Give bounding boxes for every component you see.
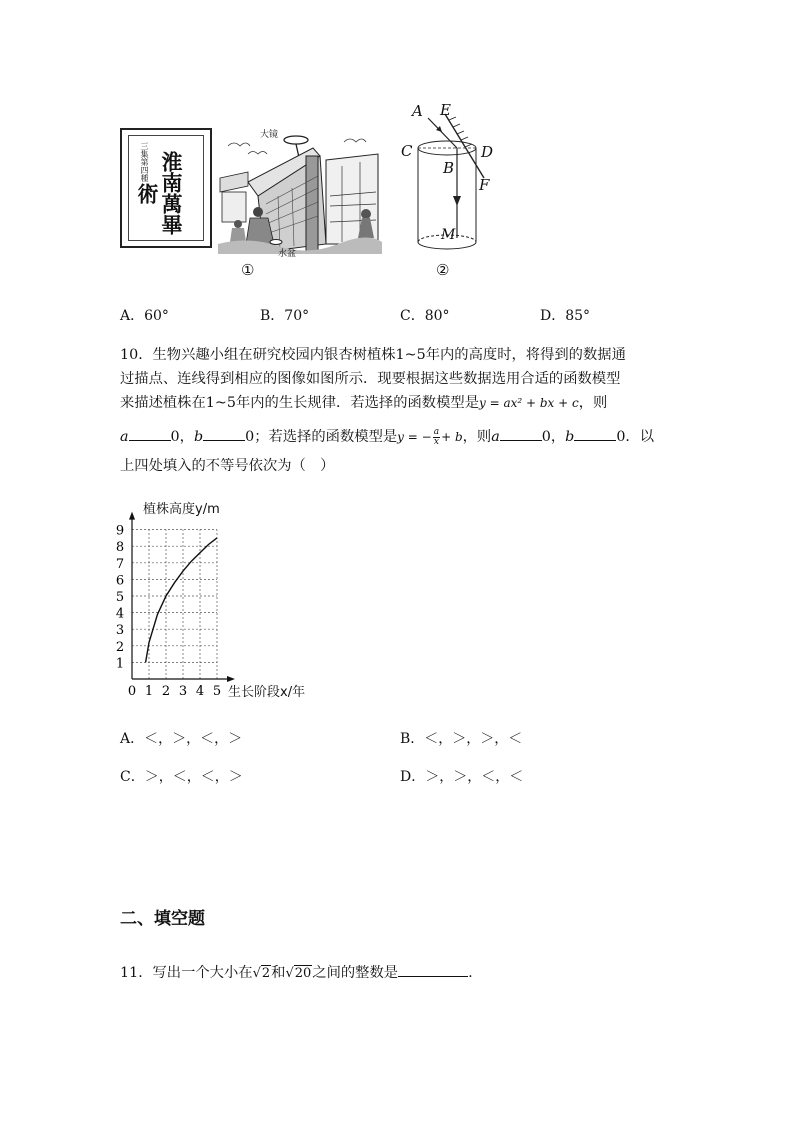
var-a-2: a xyxy=(491,429,500,445)
q10-line-3 xyxy=(120,393,607,413)
zero-2: 0；若选择的函数模型是 xyxy=(245,429,398,445)
figure1-caption: ① xyxy=(241,261,255,279)
basin-label: 水盆 xyxy=(278,249,297,259)
x-tick-label: 0 xyxy=(127,684,137,699)
q10-option-a: A．＜，＞，＜，＞ xyxy=(120,731,243,747)
x-tick-label: 5 xyxy=(212,684,222,699)
q10-line-4-end: 0．以 xyxy=(616,429,655,445)
q11-end: . xyxy=(468,965,473,981)
y-tick-label: 4 xyxy=(115,606,125,622)
chart-grid xyxy=(132,530,217,679)
radicand-1: 2 xyxy=(261,966,271,981)
x-tick-label: 4 xyxy=(195,684,205,699)
var-b-1: b xyxy=(193,429,204,445)
label-A: A xyxy=(412,102,423,120)
label-D: D xyxy=(481,143,494,161)
label-M: M xyxy=(441,227,456,243)
q10-line-5: 上四处填入的不等号依次为（ ） xyxy=(120,458,335,474)
q10-line-1: 10．生物兴趣小组在研究校园内银杏树植株1~5年内的高度时，将得到的数据通 xyxy=(120,347,626,363)
label-F: F xyxy=(479,176,490,194)
blank-3[interactable] xyxy=(500,426,542,441)
mirror-label: 大镜 xyxy=(260,130,279,140)
quadratic-formula: y = ax² + bx + c xyxy=(479,396,579,410)
y-tick-label: 7 xyxy=(115,556,125,572)
q10-line-2: 过描点、连线得到相应的图像如图所示．现要根据这些数据选用合适的函数模型 xyxy=(120,371,621,387)
q9-option-a: A．60° xyxy=(120,308,169,324)
inverse-formula-lhs: y = − xyxy=(397,430,432,444)
growth-curve xyxy=(146,538,217,663)
y-tick-label: 1 xyxy=(115,656,125,672)
q10-line-3-suffix: ，则 xyxy=(578,395,608,411)
fraction-numerator: a xyxy=(433,426,440,437)
chart-axes xyxy=(129,512,235,682)
figure2-caption: ② xyxy=(436,261,450,279)
fraction-denominator: x xyxy=(433,436,439,447)
var-a-1: a xyxy=(120,429,129,445)
y-tick-label: 6 xyxy=(115,573,125,589)
q9-option-d: D．85° xyxy=(540,308,591,324)
answer-blank[interactable] xyxy=(398,962,468,977)
q10-option-b: B．＜，＞，＞，＜ xyxy=(400,731,523,747)
growth-chart xyxy=(110,494,350,704)
q11-prefix: 11．写出一个大小在 xyxy=(120,965,253,981)
y-tick-label: 5 xyxy=(115,590,125,605)
var-b-2: b xyxy=(565,429,575,445)
y-tick-label: 2 xyxy=(115,639,125,655)
y-tick-label: 9 xyxy=(115,523,125,539)
book-cover-image xyxy=(120,128,212,248)
q10-line-3-prefix: 来描述植株在1~5年内的生长规律．若选择的函数模型是 xyxy=(120,395,479,411)
ancient-mirror-illustration xyxy=(218,126,382,254)
zero-3: 0， xyxy=(541,429,566,445)
q9-option-c: C．80° xyxy=(400,308,450,324)
zero-1: 0， xyxy=(170,429,194,445)
q9-option-b: B．70° xyxy=(260,308,310,324)
blank-4[interactable] xyxy=(574,426,616,441)
q10-option-d: D．＞，＞，＜，＜ xyxy=(400,769,524,785)
q11-suffix: 之间的整数是 xyxy=(312,965,399,981)
inverse-formula-rhs: + b xyxy=(441,430,463,444)
q10-option-c: C．＞，＜，＜，＞ xyxy=(120,769,243,785)
y-axis-arrow xyxy=(129,512,135,520)
chart-ylabel: 植株高度y/m xyxy=(143,502,220,517)
radicand-2: 20 xyxy=(294,966,312,981)
label-C: C xyxy=(401,142,413,160)
x-tick-label: 2 xyxy=(161,684,171,699)
q11-mid: 和 xyxy=(271,965,286,981)
sqrt-20: √20 xyxy=(285,966,312,981)
x-tick-label: 3 xyxy=(178,684,188,699)
chart-xlabel: 生长阶段x/年 xyxy=(228,685,306,700)
q10-then: ，则 xyxy=(462,429,492,445)
blank-2[interactable] xyxy=(203,426,245,441)
sqrt-2: √2 xyxy=(252,966,271,981)
q10-line-4 xyxy=(120,426,654,447)
section-title: 二、填空题 xyxy=(120,909,205,929)
book-title: 淮南萬畢術 xyxy=(135,151,184,235)
q11-line xyxy=(120,962,473,984)
book-cover-frame xyxy=(128,135,204,241)
label-E: E xyxy=(440,101,451,119)
y-tick-label: 3 xyxy=(115,623,125,639)
book-subtitle: 三集第四種 xyxy=(140,142,149,182)
x-tick-label: 1 xyxy=(144,684,154,699)
blank-1[interactable] xyxy=(129,426,171,441)
inverse-formula-fraction xyxy=(433,428,440,447)
y-tick-label: 8 xyxy=(115,540,125,556)
label-B: B xyxy=(443,159,455,177)
